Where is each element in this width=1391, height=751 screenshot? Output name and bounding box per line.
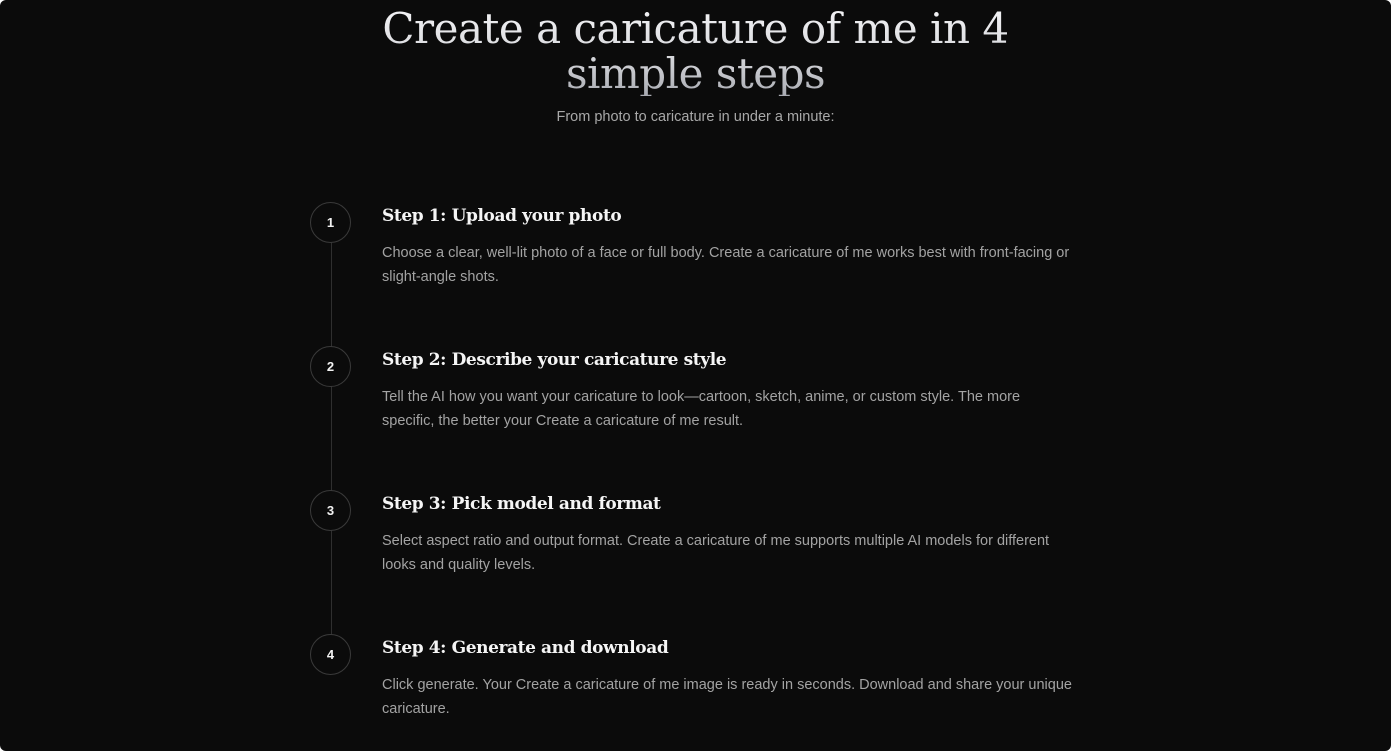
step-title: Step 4: Generate and download — [382, 638, 669, 658]
step-title: Step 2: Describe your caricature style — [382, 350, 727, 370]
step-number-badge: 3 — [310, 490, 351, 531]
step-description: Click generate. Your Create a caricature of me image is ready in seconds. Download and share your unique caricature. — [382, 677, 1072, 717]
page-subtitle: From photo to caricature in under a minute: — [556, 109, 835, 125]
step-title: Step 1: Upload your photo — [382, 206, 622, 226]
page-title: Create a caricature of me in 4 simple steps — [0, 6, 1391, 96]
step-item-4 — [310, 634, 1070, 734]
step-number-badge: 4 — [310, 634, 351, 675]
step-description: Select aspect ratio and output format. Create a caricature of me supports multiple AI models for different looks and quality levels. — [382, 533, 1050, 573]
step-description: Choose a clear, well-lit photo of a face or full body. Create a caricature of me works best with front-facing or slight-angle shots. — [382, 245, 1070, 285]
step-description: Tell the AI how you want your caricature to look—cartoon, sketch, anime, or custom style. The more specific, the better your Create a caricature of me result. — [382, 389, 1021, 429]
step-item-1 — [310, 202, 1070, 302]
step-item-3 — [310, 490, 1070, 590]
step-number-badge: 2 — [310, 346, 351, 387]
step-number-badge: 1 — [310, 202, 351, 243]
step-item-2 — [310, 346, 1070, 446]
step-title: Step 3: Pick model and format — [382, 494, 661, 514]
